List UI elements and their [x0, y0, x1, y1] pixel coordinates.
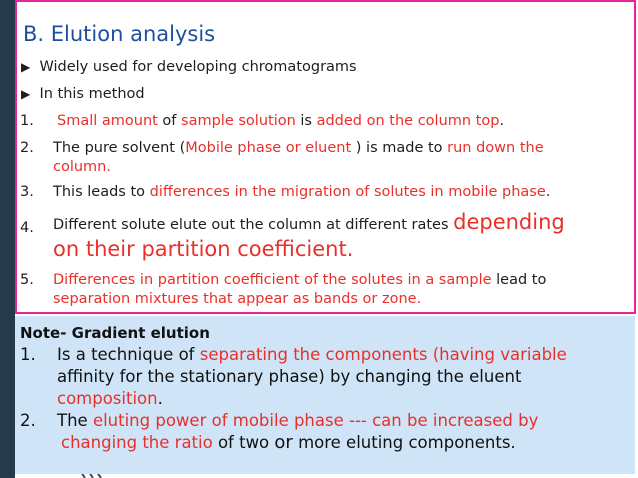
note-item-continuation: changing the ratio of two or more eluting components.	[61, 432, 516, 453]
note-item: The eluting power of mobile phase --- can be increased by	[57, 411, 539, 430]
list-item-continuation: on their partition coefficient.	[53, 237, 354, 261]
note-item-continuation: affinity for the stationary phase) by changing the eluent	[57, 367, 522, 386]
list-number: 3.	[20, 184, 34, 200]
bullet-item: ▶ Widely used for developing chromatograms	[21, 59, 357, 75]
list-item: Different solute elute out the column at different rates depending	[53, 210, 565, 234]
list-item: Differences in partition coefficient of the solutes in a sample lead to	[53, 272, 547, 288]
list-item-continuation: column.	[53, 159, 111, 175]
note-item-continuation: composition.	[57, 389, 163, 408]
note-item: Is a technique of separating the components (having variable	[57, 345, 567, 364]
bullet-arrow-icon: ▶	[21, 60, 31, 74]
list-number: 2.	[20, 140, 34, 156]
note-title: Note- Gradient elution	[20, 324, 210, 342]
left-decor-bar	[0, 0, 15, 478]
bullet-arrow-icon: ▶	[21, 87, 31, 101]
list-item-continuation: separation mixtures that appear as bands or zone.	[53, 291, 422, 307]
bullet-item: ▶ In this method	[21, 86, 145, 102]
list-number: 5.	[20, 272, 34, 288]
note-number: 1.	[20, 345, 36, 364]
list-item: Small amount of sample solution is added on the column top.	[57, 113, 505, 129]
note-box	[15, 316, 635, 474]
list-number: 4.	[20, 220, 34, 236]
list-number: 1.	[20, 113, 34, 129]
slide-title: B. Elution analysis	[23, 22, 216, 46]
list-item: The pure solvent (Mobile phase or eluent ) is made to run down the	[53, 140, 544, 156]
list-item: This leads to differences in the migration of solutes in mobile phase.	[53, 184, 551, 200]
note-number: 2.	[20, 411, 36, 430]
